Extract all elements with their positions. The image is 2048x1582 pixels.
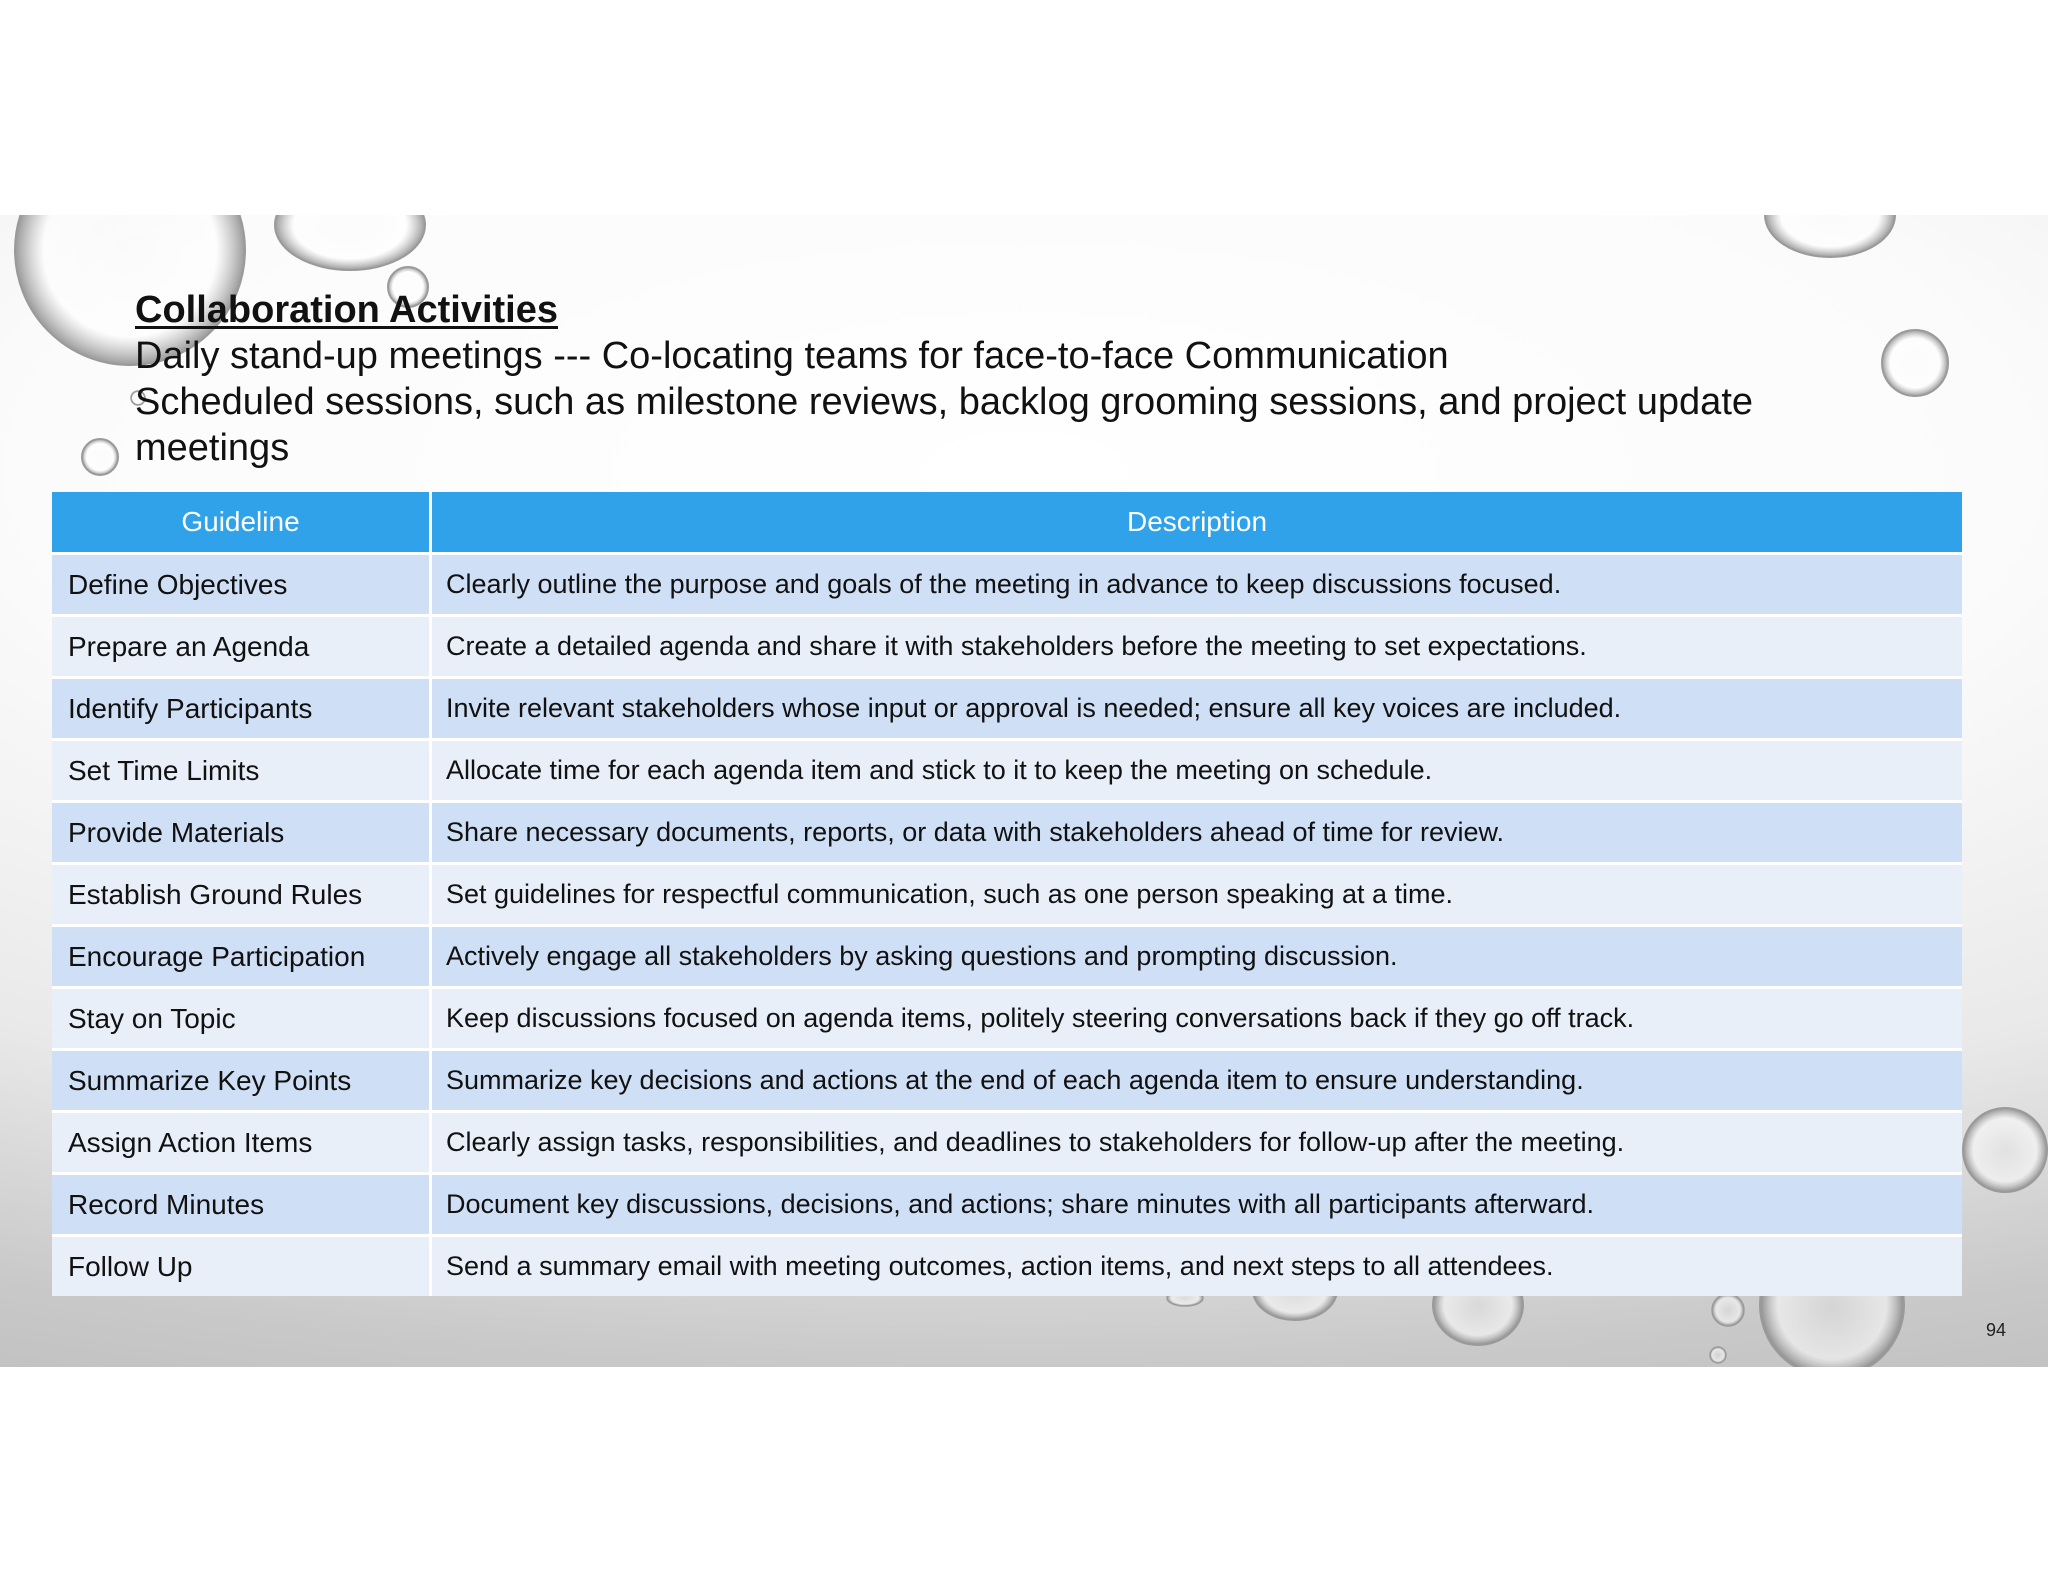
- table-row: [52, 986, 1962, 1048]
- body-line-2: Scheduled sessions, such as milestone reviews, backlog grooming sessions, and project update: [135, 381, 1754, 423]
- guideline-cell: Assign Action Items: [52, 1113, 432, 1172]
- description-cell: Summarize key decisions and actions at the end of each agenda item to ensure understanding.: [446, 1065, 1584, 1095]
- header-description: Description: [1126, 506, 1268, 537]
- guidelines-table: [52, 492, 1962, 1296]
- page-number: 94: [1986, 1320, 2007, 1340]
- description-cell: Create a detailed agenda and share it with stakeholders before the meeting to set expectations.: [446, 631, 1587, 661]
- table-row: [52, 924, 1962, 986]
- description-cell: Invite relevant stakeholders whose input or approval is needed; ensure all key voices are included.: [446, 693, 1622, 723]
- guideline-cell: Establish Ground Rules: [52, 865, 432, 924]
- guideline-cell: Identify Participants: [52, 679, 432, 738]
- description-cell: Share necessary documents, reports, or data with stakeholders ahead of time for review.: [446, 817, 1505, 847]
- guideline-cell: Stay on Topic: [52, 989, 432, 1048]
- body-line-1: Daily stand-up meetings --- Co-locating teams for face-to-face Communication: [135, 335, 1449, 377]
- guideline-cell: Encourage Participation: [52, 927, 432, 986]
- droplet: [1963, 1108, 2047, 1192]
- guideline-cell: Follow Up: [52, 1237, 432, 1296]
- droplet: [1712, 1294, 1744, 1326]
- table-row: [52, 676, 1962, 738]
- description-cell: Keep discussions focused on agenda items, politely steering conversations back if they go off track.: [446, 1003, 1635, 1033]
- table-row: [52, 1110, 1962, 1172]
- description-cell: Clearly outline the purpose and goals of the meeting in advance to keep discussions focused.: [446, 569, 1562, 599]
- table-row: [52, 1172, 1962, 1234]
- table-row: [52, 800, 1962, 862]
- header-guideline: Guideline: [52, 492, 432, 552]
- droplet: [82, 439, 118, 475]
- description-cell: Allocate time for each agenda item and stick to it to keep the meeting on schedule.: [446, 755, 1433, 785]
- guideline-cell: Define Objectives: [52, 555, 432, 614]
- droplet: [1710, 1347, 1726, 1363]
- slide-title: Collaboration Activities: [135, 289, 558, 331]
- table-header-row: [52, 492, 1962, 552]
- guideline-cell: Record Minutes: [52, 1175, 432, 1234]
- slide: [0, 215, 2048, 1367]
- droplet: [1765, 215, 1895, 257]
- table-row: [52, 738, 1962, 800]
- description-cell: Send a summary email with meeting outcomes, action items, and next steps to all attendees.: [446, 1251, 1554, 1281]
- guideline-cell: Set Time Limits: [52, 741, 432, 800]
- guideline-cell: Summarize Key Points: [52, 1051, 432, 1110]
- body-line-3: meetings: [135, 427, 290, 469]
- description-cell: Set guidelines for respectful communication, such as one person speaking at a time.: [446, 879, 1454, 909]
- guideline-cell: Provide Materials: [52, 803, 432, 862]
- description-cell: Document key discussions, decisions, and actions; share minutes with all participants afterward.: [446, 1189, 1595, 1219]
- table-row: [52, 552, 1962, 614]
- table-row: [52, 1234, 1962, 1296]
- droplet: [275, 215, 425, 270]
- droplet: [1882, 330, 1948, 396]
- description-cell: Clearly assign tasks, responsibilities, and deadlines to stakeholders for follow-up after the meeting.: [446, 1127, 1625, 1157]
- guideline-cell: Prepare an Agenda: [52, 617, 432, 676]
- description-cell: Actively engage all stakeholders by asking questions and prompting discussion.: [446, 941, 1398, 971]
- table-row: [52, 614, 1962, 676]
- table-row: [52, 1048, 1962, 1110]
- table-row: [52, 862, 1962, 924]
